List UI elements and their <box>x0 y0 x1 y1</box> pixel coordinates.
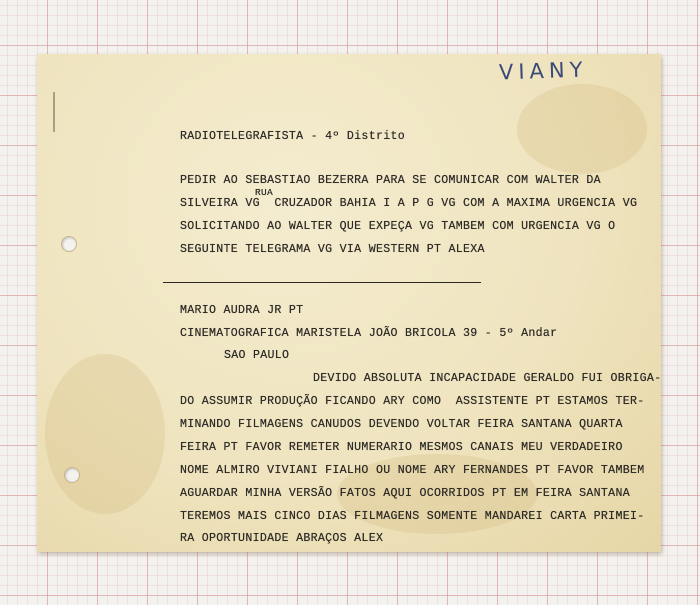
instruction-line: SOLICITANDO AO WALTER QUE EXPEÇA VG TAMBEM COM URGENCIA VG O <box>180 220 616 233</box>
address-line: MARIO AUDRA JR PT <box>180 304 304 317</box>
telegram-line: RA OPORTUNIDADE ABRAÇOS ALEX <box>180 532 384 545</box>
telegram-line: AGUARDAR MINHA VERSÃO FATOS AQUI OCORRIDOS PT EM FEIRA SANTANA <box>180 487 630 500</box>
instruction-insert: RUA <box>255 187 274 198</box>
handwritten-signature: VIANY <box>498 57 588 85</box>
telegram-line: DEVIDO ABSOLUTA INCAPACIDADE GERALDO FUI OBRIGA- <box>313 372 662 385</box>
telegram-line: TEREMOS MAIS CINCO DIAS FILMAGENS SOMENTE MANDAREI CARTA PRIMEI- <box>180 510 645 523</box>
margin-mark <box>53 92 55 132</box>
punch-hole-top <box>61 236 77 252</box>
paper-stain <box>45 354 165 514</box>
typed-document-sheet <box>37 54 661 552</box>
address-line: SAO PAULO <box>224 349 290 362</box>
punch-hole-bottom <box>64 467 80 483</box>
paper-stain <box>517 84 647 174</box>
instruction-line: SILVEIRA VG CRUZADOR BAHIA I A P G VG COM A MAXIMA URGENCIA VG <box>180 197 638 210</box>
telegram-line: FEIRA PT FAVOR REMETER NUMERARIO MESMOS CANAIS MEU VERDADEIRO <box>180 441 623 454</box>
instruction-line: SEGUINTE TELEGRAMA VG VIA WESTERN PT ALEXA <box>180 243 485 256</box>
telegram-line: MINANDO FILMAGENS CANUDOS DEVENDO VOLTAR FEIRA SANTANA QUARTA <box>180 418 623 431</box>
telegram-line: NOME ALMIRO VIVIANI FIALHO OU NOME ARY FERNANDES PT FAVOR TAMBEM <box>180 464 645 477</box>
address-line: CINEMATOGRAFICA MARISTELA JOÃO BRICOLA 39 - 5º Andar <box>180 327 558 340</box>
header-line: RADIOTELEGRAFISTA - 4º Distrito <box>180 130 405 143</box>
divider-line <box>163 282 481 283</box>
telegram-line: DO ASSUMIR PRODUÇÃO FICANDO ARY COMO ASSISTENTE PT ESTAMOS TER- <box>180 395 645 408</box>
instruction-line: PEDIR AO SEBASTIAO BEZERRA PARA SE COMUNICAR COM WALTER DA <box>180 174 601 187</box>
